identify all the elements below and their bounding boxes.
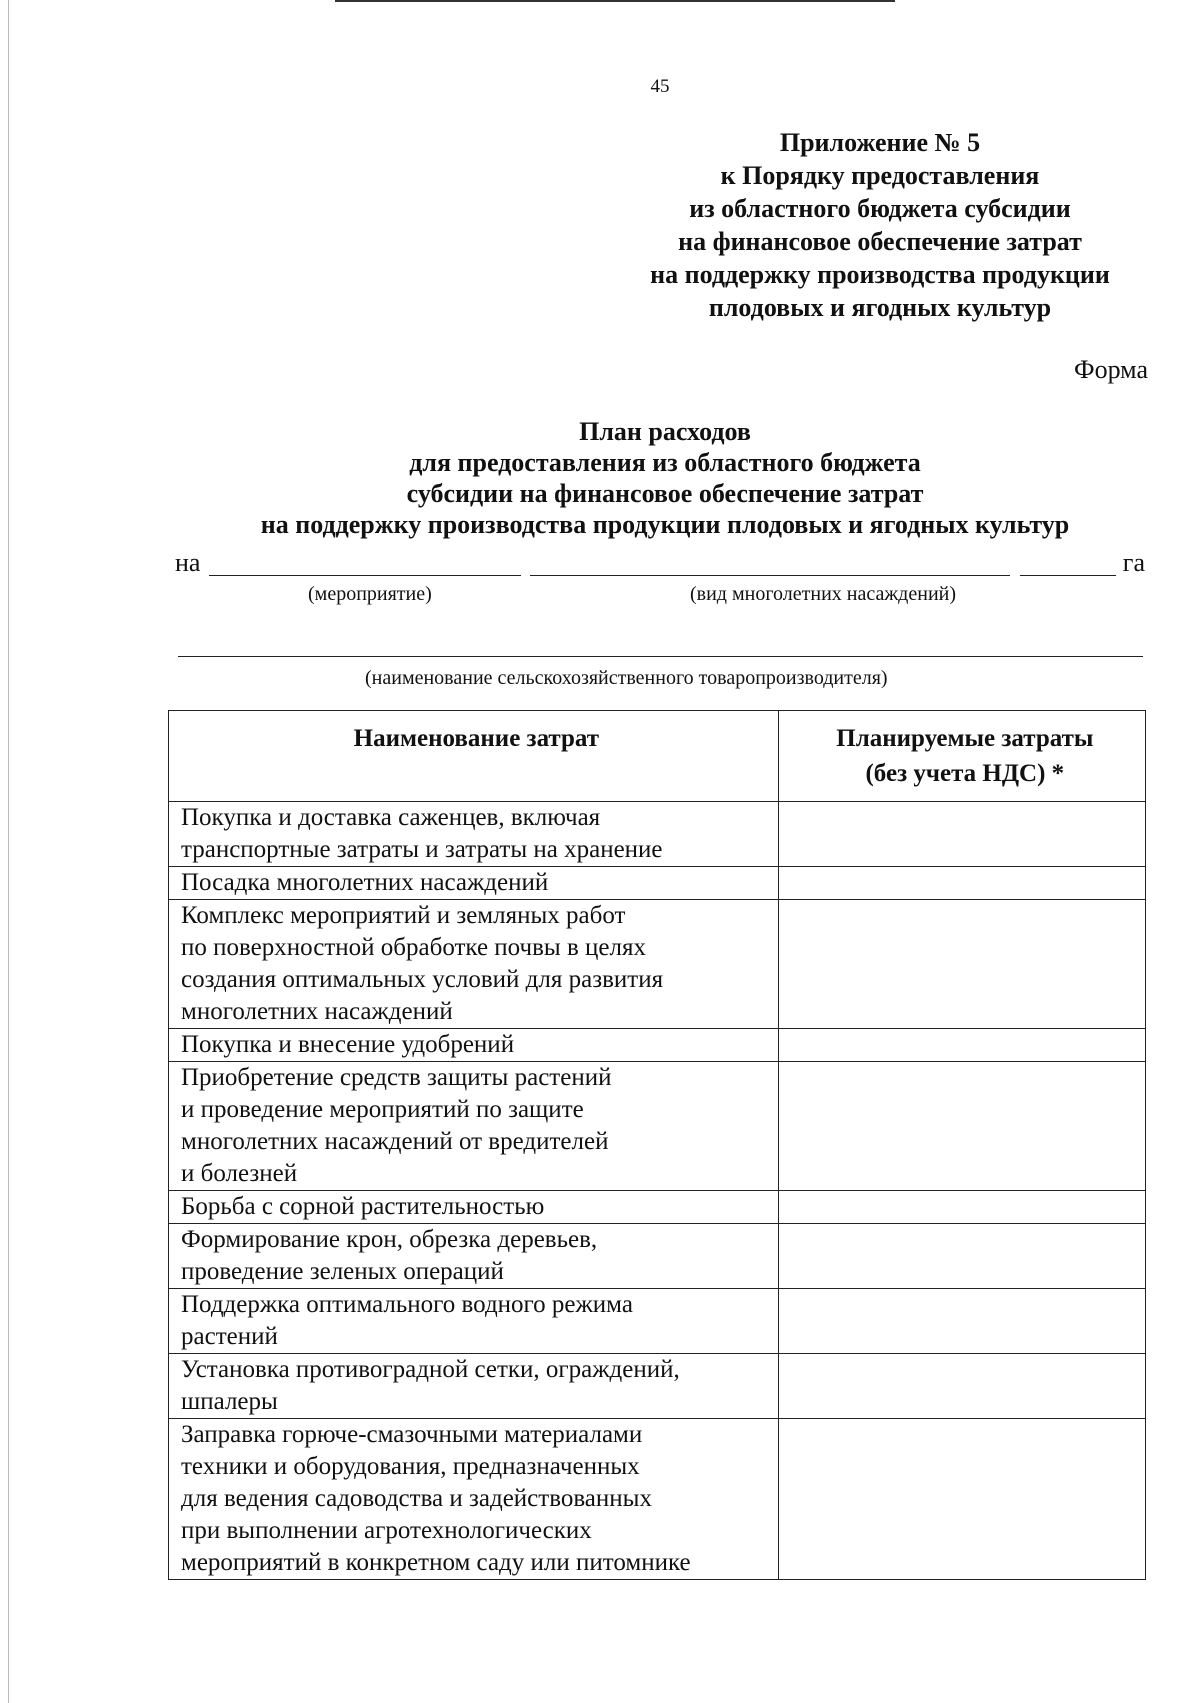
table-row (169, 1029, 1146, 1062)
page-number: 45 (650, 76, 670, 97)
appendix-line: из областного бюджета субсидии (689, 194, 1071, 223)
planned-cost-cell[interactable] (778, 1191, 1145, 1224)
header-planned-line1: Планируемые затраты (836, 725, 1094, 752)
page-top-rule (335, 0, 895, 2)
cost-name-cell (169, 1419, 779, 1580)
table-row (169, 1419, 1146, 1580)
appendix-line: на финансовое обеспечение затрат (678, 227, 1082, 256)
event-blank[interactable] (209, 575, 521, 576)
event-caption: (мероприятие) (308, 583, 432, 605)
plantation-caption: (вид многолетних насаждений) (690, 583, 957, 605)
table-row (169, 867, 1146, 900)
cost-name-cell (169, 802, 779, 867)
cost-name-line: по поверхностной обработке почвы в целях (181, 934, 646, 961)
form-label: Форма (1074, 355, 1148, 384)
cost-name-cell (169, 1289, 779, 1354)
table-row (169, 1062, 1146, 1191)
plan-title-line: для предоставления из областного бюджета (409, 448, 921, 477)
cost-name-line: транспортные затраты и затраты на хранение (181, 836, 663, 863)
header-cost-name (169, 711, 779, 802)
cost-name-line: и болезней (181, 1160, 298, 1187)
cost-name-line: Покупка и доставка саженцев, включая (181, 804, 601, 831)
table-row (169, 1224, 1146, 1289)
cost-name-cell (169, 1029, 779, 1062)
cost-name-line: и проведение мероприятий по защите (181, 1096, 584, 1123)
plan-title-line: План расходов (579, 417, 751, 446)
appendix-line: Приложение № 5 (779, 128, 981, 157)
cost-name-line: многолетних насаждений от вредителей (181, 1128, 609, 1155)
cost-name-line: проведение зеленых операций (181, 1258, 504, 1285)
cost-name-cell (169, 900, 779, 1029)
fill-line-suffix: га (1122, 548, 1145, 577)
cost-name-cell (169, 1191, 779, 1224)
cost-name-line: Покупка и внесение удобрений (181, 1031, 515, 1058)
header-planned-costs (778, 711, 1145, 802)
planned-cost-cell[interactable] (778, 900, 1145, 1029)
fill-line-prefix: на (175, 548, 201, 577)
cost-name-line: Комплекс мероприятий и земляных работ (181, 902, 626, 929)
cost-name-line: шпалеры (181, 1388, 278, 1415)
cost-name-line: многолетних насаждений (181, 998, 453, 1025)
costs-table (168, 710, 1146, 1580)
producer-name-blank[interactable] (178, 656, 1143, 657)
planned-cost-cell[interactable] (778, 802, 1145, 867)
planned-cost-cell[interactable] (778, 867, 1145, 900)
plantation-type-blank[interactable] (530, 575, 1010, 576)
cost-name-line: при выполнении агротехнологических (181, 1517, 592, 1544)
header-planned-line2: (без учета НДС) * (865, 760, 1065, 787)
table-row (169, 900, 1146, 1029)
cost-name-line: растений (181, 1323, 278, 1350)
cost-name-cell (169, 1062, 779, 1191)
plan-title (150, 416, 1180, 540)
area-blank[interactable] (1020, 575, 1116, 576)
cost-name-cell (169, 867, 779, 900)
cost-name-line: Установка противоградной сетки, ограждений, (181, 1356, 680, 1383)
cost-name-cell (169, 1224, 779, 1289)
cost-name-line: Борьба с сорной растительностью (181, 1193, 545, 1220)
cost-name-line: Приобретение средств защиты растений (181, 1064, 612, 1091)
producer-caption: (наименование сельскохозяйственного товаропроизводителя) (365, 667, 888, 689)
table-row (169, 802, 1146, 867)
table-row (169, 1191, 1146, 1224)
planned-cost-cell[interactable] (778, 1029, 1145, 1062)
fill-line (175, 548, 1145, 582)
cost-name-line: Поддержка оптимального водного режима (181, 1291, 633, 1318)
page-left-edge (8, 0, 9, 1703)
plan-title-line: на поддержку производства продукции плодовых и ягодных культур (260, 510, 1070, 539)
cost-name-line: Посадка многолетних насаждений (181, 869, 549, 896)
header-cost-name-text: Наименование затрат (353, 725, 600, 752)
table-header-row (169, 711, 1146, 802)
appendix-line: на поддержку производства продукции (650, 260, 1110, 289)
table-row (169, 1289, 1146, 1354)
appendix-line: плодовых и ягодных культур (708, 293, 1052, 322)
planned-cost-cell[interactable] (778, 1062, 1145, 1191)
appendix-header (560, 126, 1200, 324)
planned-cost-cell[interactable] (778, 1289, 1145, 1354)
planned-cost-cell[interactable] (778, 1224, 1145, 1289)
planned-cost-cell[interactable] (778, 1419, 1145, 1580)
cost-name-line: мероприятий в конкретном саду или питомнике (181, 1549, 691, 1576)
cost-name-line: техники и оборудования, предназначенных (181, 1453, 640, 1480)
planned-cost-cell[interactable] (778, 1354, 1145, 1419)
appendix-line: к Порядку предоставления (720, 161, 1040, 190)
cost-name-line: Формирование крон, обрезка деревьев, (181, 1226, 598, 1253)
cost-name-line: Заправка горюче-смазочными материалами (181, 1421, 643, 1448)
plan-title-line: субсидии на финансовое обеспечение затрат (406, 479, 924, 508)
table-row (169, 1354, 1146, 1419)
cost-name-line: создания оптимальных условий для развития (181, 966, 664, 993)
cost-name-cell (169, 1354, 779, 1419)
cost-name-line: для ведения садоводства и задействованных (181, 1485, 652, 1512)
